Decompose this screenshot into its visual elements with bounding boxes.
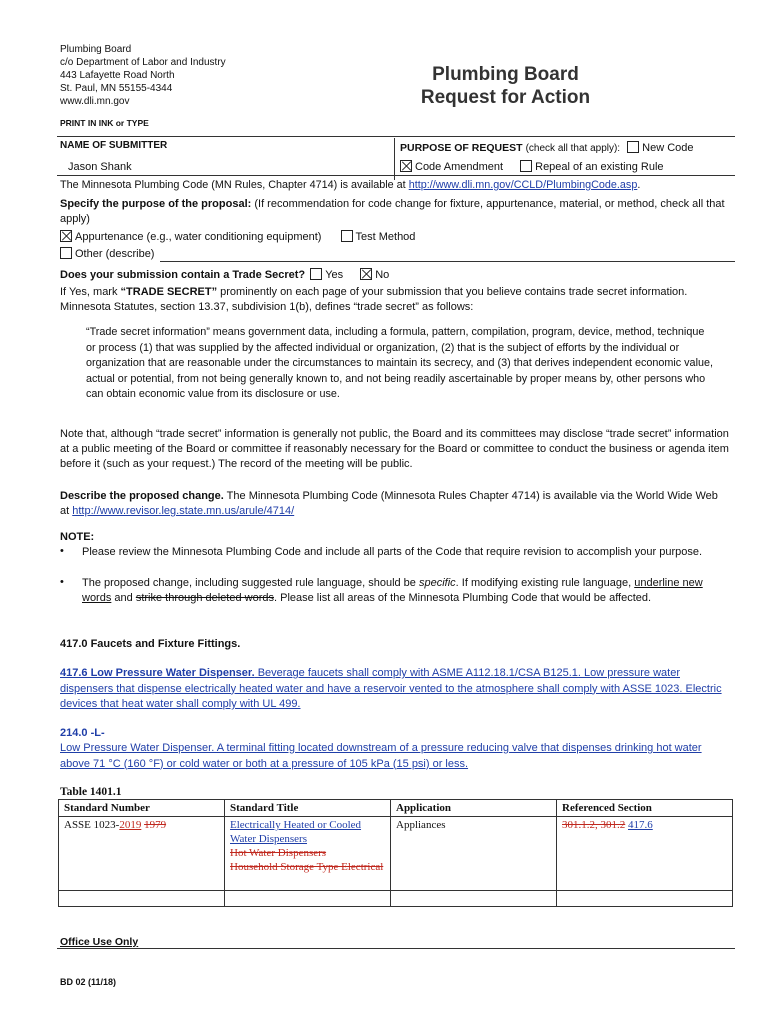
code-note-end: . xyxy=(637,179,641,191)
std-year-old: 1979 xyxy=(144,819,167,831)
title-line-2: Request for Action xyxy=(420,87,591,108)
ref-old: 301.1.2, 301.2 xyxy=(562,819,626,831)
trade-secret-yes-checkbox[interactable] xyxy=(310,268,322,280)
section-417-6-title: 417.6 Low Pressure Water Dispenser. xyxy=(60,667,255,679)
address-line: www.dli.mn.gov xyxy=(60,96,130,107)
trade-secret-label: Does your submission contain a Trade Secret? xyxy=(60,269,306,281)
table-empty-row xyxy=(59,891,733,907)
trade-secret-question xyxy=(60,268,389,283)
purpose-options-row xyxy=(400,160,664,175)
title-new: Electrically Heated or Cooled Water Dispensers xyxy=(230,819,362,845)
proposal-options-row xyxy=(60,230,415,245)
standards-table xyxy=(58,799,733,907)
trade-secret-no-checkbox[interactable] xyxy=(360,268,372,280)
yes-label: Yes xyxy=(325,269,344,281)
note-bullet-1: Please review the Minnesota Plumbing Code and include all parts of the Code that require revision to accomplish your purpose. xyxy=(82,546,703,558)
form-id: BD 02 (11/18) xyxy=(60,977,117,987)
repeal-rule-checkbox[interactable] xyxy=(520,160,532,172)
table-row xyxy=(59,817,733,891)
section-417-6-body: Beverage faucets shall comply with ASME A112.18.1/CSA B125.1. Low pressure water dispensers that dispense electrically heated water and have a reservoir vented to the atmosphere shall comply with ASSE 1023. Electric devices that heat water shall comply with UL 499. xyxy=(60,667,722,710)
form-title xyxy=(378,63,633,109)
plumbing-code-link[interactable]: http://www.dli.mn.gov/CCLD/PlumbingCode.asp xyxy=(408,179,638,191)
test-method-label: Test Method xyxy=(355,231,416,243)
nb2-a: The proposed change, including suggested rule language, should be xyxy=(82,577,419,589)
table-caption: Table 1401.1 xyxy=(60,786,122,798)
section-417-heading: 417.0 Faucets and Fixture Fittings. xyxy=(60,638,241,650)
describe-change-instruction xyxy=(60,489,730,519)
empty-cell xyxy=(225,891,391,907)
header-referenced-section: Referenced Section xyxy=(557,800,733,817)
no-label: No xyxy=(375,269,390,281)
bullet-icon: • xyxy=(60,545,64,557)
cell-application: Appliances xyxy=(391,817,557,891)
other-checkbox[interactable] xyxy=(60,247,72,259)
ts-text-a: If Yes, mark xyxy=(60,286,121,298)
section-214-heading: 214.0 -L- xyxy=(60,727,105,739)
purpose-of-request xyxy=(400,141,694,156)
title-old-1: Hot Water Dispensers xyxy=(230,847,327,859)
section-214-definition: Low Pressure Water Dispenser. A terminal fitting located downstream of a pressure reducing valve that dispenses drinking hot water above 71 °C (160 °F) or cold water or both at a pressure of 105 kPa (15 psi) or less. xyxy=(60,742,702,770)
address-line: 443 Lafayette Road North xyxy=(60,70,175,81)
proposal-bold: Specify the purpose of the proposal: xyxy=(60,198,252,210)
address-line: c/o Department of Labor and Industry xyxy=(60,57,226,68)
submitter-name-field[interactable]: Jason Shank xyxy=(68,161,132,173)
cell-standard-title xyxy=(225,817,391,891)
divider xyxy=(57,175,735,176)
trade-secret-instructions xyxy=(60,285,732,315)
other-label: Other (describe) xyxy=(75,248,155,260)
board-address xyxy=(60,43,226,108)
ts-text-c: prominently on each page of your submission that you believe contains trade secret information. Minnesota Statutes, section 13.37, subdivision 1(b), defines “trade secret” as follows: xyxy=(60,286,688,313)
note-bullet-2 xyxy=(82,576,732,606)
office-use-label: Office Use Only xyxy=(60,936,139,948)
test-method-checkbox[interactable] xyxy=(341,230,353,242)
nb2-strike: strike through deleted words xyxy=(135,592,274,604)
ref-new: 417.6 xyxy=(628,819,653,831)
address-line: St. Paul, MN 55155-4344 xyxy=(60,83,173,94)
nb2-c: . Please list all areas of the Minnesota Plumbing Code that would be affected. xyxy=(274,592,652,604)
describe-text: The Minnesota Plumbing Code (Minnesota Rules Chapter 4714) is available via the World Wide Web at xyxy=(60,490,718,517)
cell-referenced-section xyxy=(557,817,733,891)
submitter-label: NAME OF SUBMITTER xyxy=(60,140,168,151)
ts-text-bold: “TRADE SECRET” xyxy=(120,286,218,298)
bullet-icon: • xyxy=(60,576,64,588)
purpose-hint: (check all that apply): xyxy=(525,143,621,154)
table-header-row xyxy=(59,800,733,817)
trade-secret-disclosure-note: Note that, although “trade secret” information is generally not public, the Board and its committees may disclose “trade secret” information at a public meeting of the Board or committee if reasonably necessary for the Board or committee to conduct the business or agenda item before it (such as your request.) The record of the meeting will be public. xyxy=(60,428,729,470)
title-old-2: Household Storage Type Electrical xyxy=(230,861,384,873)
cell-standard-number xyxy=(59,817,225,891)
address-line: Plumbing Board xyxy=(60,44,132,55)
nb2-and: and xyxy=(111,592,136,604)
proposal-purpose-instruction xyxy=(60,197,725,227)
repeal-rule-label: Repeal of an existing Rule xyxy=(535,161,664,173)
title-line-1: Plumbing Board xyxy=(432,64,579,85)
purpose-label: PURPOSE OF REQUEST xyxy=(400,142,523,154)
std-year-new: 2019 xyxy=(119,819,142,831)
empty-cell xyxy=(59,891,225,907)
std-prefix: ASSE 1023- xyxy=(64,819,120,831)
column-divider xyxy=(394,138,395,180)
trade-secret-definition-quote: “Trade secret information” means government data, including a formula, pattern, compilation, program, device, method, technique or process (1) that was supplied by the affected individual or organization, (2) that is the subject of efforts by the individual or organization that are reasonable under the circumstances to maintain its secrecy, and (3) that derives independent economic value, actual or potential, from not being generally known to, and not being readily ascertainable by proper means by, other persons who can obtain economic value from its disclosure or use. xyxy=(86,326,713,400)
print-note: PRINT IN INK or TYPE xyxy=(60,118,149,128)
code-availability-note xyxy=(60,178,640,193)
appurtenance-label: Appurtenance (e.g., water conditioning equipment) xyxy=(75,231,322,243)
divider xyxy=(57,136,735,137)
empty-cell xyxy=(557,891,733,907)
appurtenance-checkbox[interactable] xyxy=(60,230,72,242)
nb2-underline: underline new words xyxy=(82,577,703,604)
header-standard-title: Standard Title xyxy=(225,800,391,817)
code-note-text: The Minnesota Plumbing Code (MN Rules, Chapter 4714) is available at xyxy=(60,179,409,191)
revisor-link[interactable]: http://www.revisor.leg.state.mn.us/arule/4714/ xyxy=(72,505,295,517)
other-describe-line[interactable] xyxy=(160,261,735,262)
empty-cell xyxy=(391,891,557,907)
note-title: NOTE: xyxy=(60,531,95,543)
header-standard-number: Standard Number xyxy=(59,800,225,817)
code-amendment-checkbox[interactable] xyxy=(400,160,412,172)
section-417-6-text xyxy=(60,666,725,713)
new-code-label: New Code xyxy=(642,142,694,154)
nb2-b: . If modifying existing rule language, xyxy=(455,577,635,589)
proposal-text: (If recommendation for code change for fixture, appurtenance, material, or method, check all that apply) xyxy=(60,198,725,225)
code-amendment-label: Code Amendment xyxy=(415,161,504,173)
footer-divider xyxy=(57,948,735,949)
nb2-specific: specific xyxy=(418,577,456,589)
new-code-checkbox[interactable] xyxy=(627,141,639,153)
other-option xyxy=(60,247,154,262)
header-application: Application xyxy=(391,800,557,817)
describe-bold: Describe the proposed change. xyxy=(60,490,224,502)
